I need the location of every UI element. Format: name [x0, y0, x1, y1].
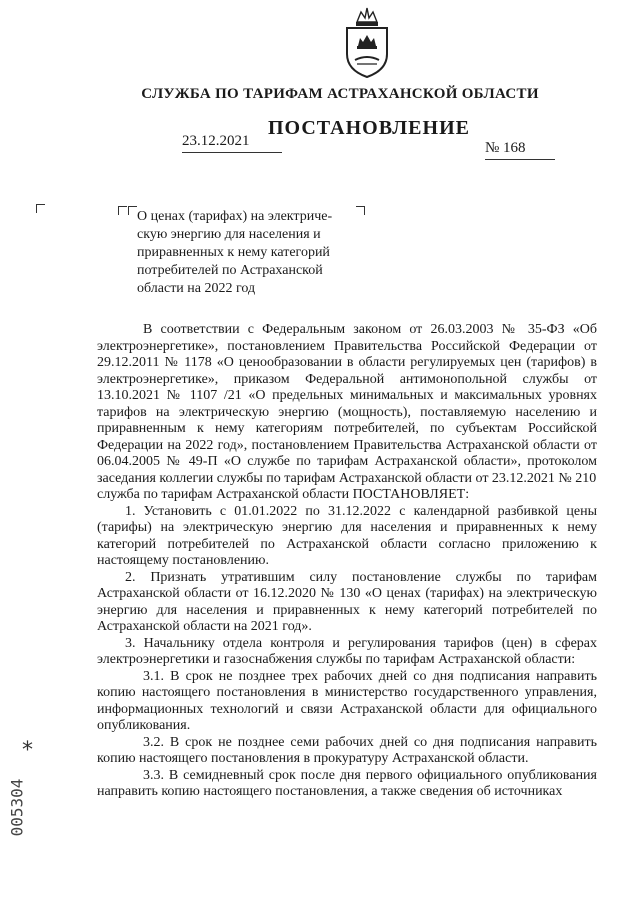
title-line: области на 2022 год: [137, 281, 256, 296]
document-title: [137, 208, 367, 298]
title-line: скую энергию для населения и: [137, 227, 321, 242]
title-corner-mark: [118, 206, 127, 215]
item-paragraph: 3. Начальнику отдела контроля и регулирования тарифов (цен) в сферах электроэнергетики и газоснабжения службы по тарифам Астраханской области:: [97, 635, 597, 667]
coat-of-arms-icon: [341, 4, 393, 80]
preamble-paragraph: В соответствии с Федеральным законом от 26.03.2003 № 35-ФЗ «Об электроэнергетике», постановлением Правительства Российской Федерации от 29.12.2011 № 1178 «О ценообразовании в области регулируемых цен (тарифов) в электроэнергетике», приказом Федеральной антимонопольной службы от 13.10.2021 № 1107 /21 «О предельных минимальных и максимальных уровнях тарифов на электрическую энергию (мощность), поставляемую населению и приравненным к нему категориям потребителей, по субъектам Российской Федерации на 2022 год», постановлением Правительства Астраханской области от 06.04.2005 № 49-П «О службе по тарифам Астраханской области», протоколом заседания коллегии службы по тарифам Астраханской области от 23.12.2021 № 210: [97, 322, 597, 486]
title-line: О ценах (тарифах) на электриче-: [137, 209, 333, 224]
item-paragraph: 1. Установить с 01.01.2022 по 31.12.2022 с календарной разбивкой цены (тарифы) на электрическую энергию для населения и приравненных к нему категорий потребителей по Астраханской области согласно приложению к настоящему постановлению.: [97, 503, 597, 568]
subitem-paragraph: 3.2. В срок не позднее семи рабочих дней со дня подписания направить копию настоящего постановления в прокуратуру Астраханской области.: [97, 734, 597, 766]
title-line: потребителей по Астраханской: [137, 263, 323, 278]
document-type: ПОСТАНОВЛЕНИЕ: [268, 117, 470, 139]
resolves-line: служба по тарифам Астраханской области ПОСТАНОВЛЯЕТ:: [97, 487, 470, 502]
document-number: № 168: [485, 140, 555, 160]
title-corner-mark: [128, 206, 137, 215]
document-date: 23.12.2021: [182, 133, 282, 153]
subitem-paragraph: 3.1. В срок не позднее трех рабочих дней со дня подписания направить копию настоящего постановления в министерство государственного управления, информационных технологий и связи Астраханской области для официального опубликования.: [97, 668, 597, 733]
title-line: приравненных к нему категорий: [137, 245, 330, 260]
organization-name: СЛУЖБА ПО ТАРИФАМ АСТРАХАНСКОЙ ОБЛАСТИ: [141, 86, 539, 102]
subitem-paragraph: 3.3. В семидневный срок после дня первого официального опубликования направить копию настоящего постановления, а также сведения об источниках: [97, 767, 597, 799]
margin-asterisk: *: [22, 738, 33, 763]
margin-serial-number: [7, 768, 40, 848]
document-body: [97, 322, 597, 801]
title-corner-mark: [36, 204, 45, 213]
serial-text: 005304: [7, 778, 27, 837]
item-paragraph: 2. Признать утратившим силу постановление службы по тарифам Астраханской области от 16.12.2020 № 130 «О ценах (тарифах) на электрическую энергию для населения и приравненных к нему категорий потребителей по Астраханской области на 2021 год».: [97, 569, 597, 634]
